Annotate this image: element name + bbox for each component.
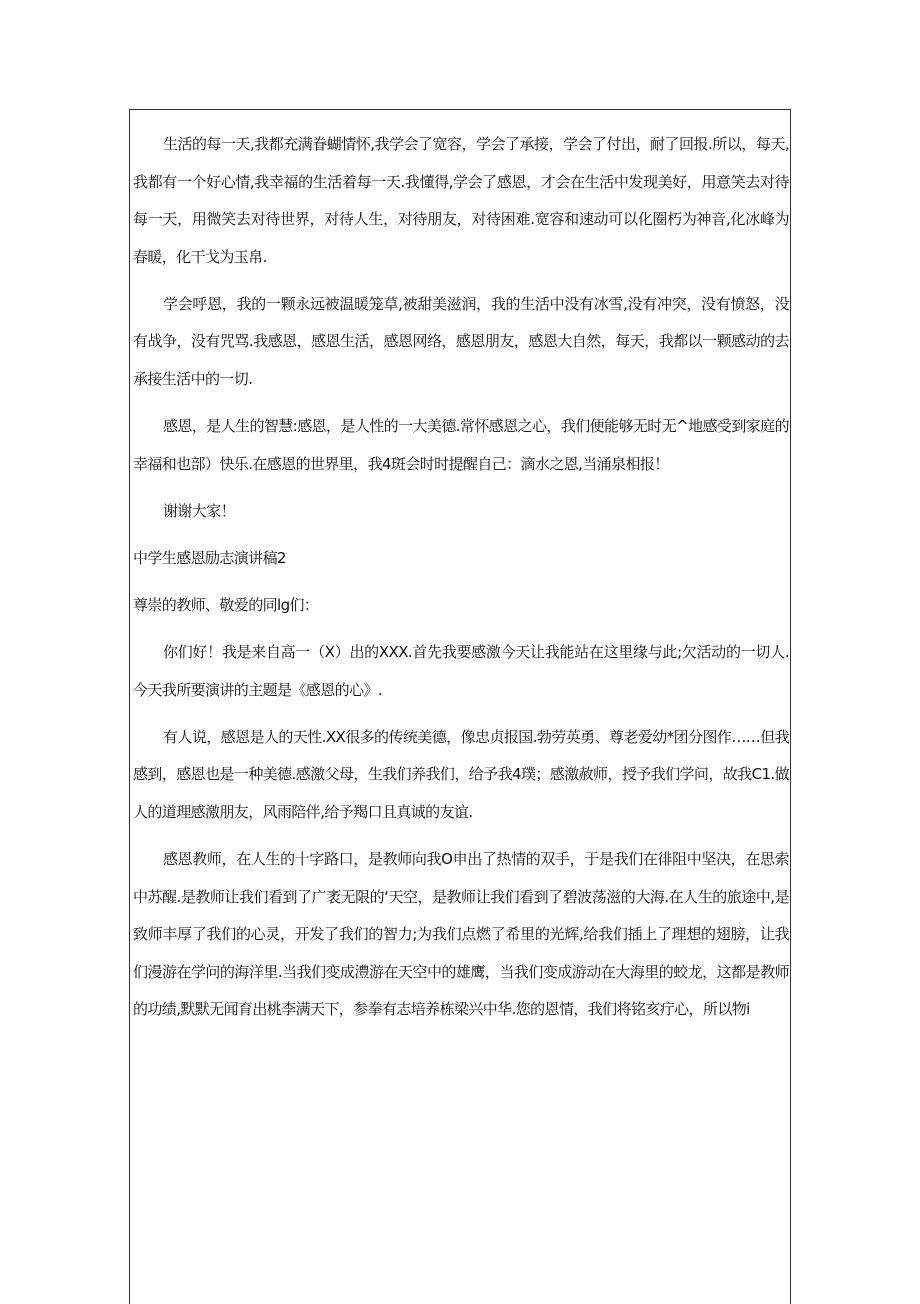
paragraph-gratitude-wisdom: 感恩，是人生的智慧:感恩，是人性的一大美德.常怀感恩之心，我们便能够无时无^地感受到家庭的幸福和也部）快乐.在感恩的世界里，我4斑会时时提醒自己：滴水之恩,当涌泉相报！: [133, 417, 789, 473]
paragraph-thanks: 谢谢大家！: [163, 501, 236, 520]
salutation: 尊崇的教师、敬爱的同lg们：: [133, 596, 319, 615]
paragraph-gratitude-virtue: 有人说，感恩是人的天性.XX很多的传统美德，像忠贞报国.勃劳英勇、尊老爱幼*团分图作……但我感到，感恩也是一种美德.感激父母，生我们养我们，给予我4璞；感激赦师，授予我们学问，故我C1.做人的道理感激朋友，风雨陪伴,给予羯口且真诚的友谊.: [133, 727, 789, 821]
document-body: [133, 126, 789, 1039]
paragraph-every-day: 生活的每一天,我都充满眷蝴情怀,我学会了宽容，学会了承接，学会了付出，耐了回报.所以，每天,我都有一个好心情,我幸福的生活着每一天.我懂得,学会了感恩，才会在生活中发现美好，用意笑去对待每一天，用微笑去对待世界，对待人生，对待朋友，对待困难.宽容和速动可以化圈朽为神音,化冰峰为春暖，化干戈为玉帛.: [133, 135, 789, 266]
section-title: 中学生感恩励志演讲稿2: [133, 548, 286, 567]
paragraph-learn-gratitude: 学会呼恩，我的一颗永远被温暖笼草,被甜美滋润，我的生活中没有冰雪,没有冲突，没有愤怒，没有战争，没有咒骂.我感恩，感恩生活，感恩网络，感恩朋友，感恩大自然，每天，我都以一颗感动的去承接生活中的一切.: [133, 294, 789, 389]
paragraph-thank-teachers: 感恩教师，在人生的十字路口，是教师向我O申出了热情的双手，于是我们在徘阻中坚决，在思索中苏醒.是教师让我们看到了广袤无限的‘天空，是教师让我们看到了碧波荡滋的大海.在人生的旅途中,是致师丰厚了我们的心灵，开发了我们的智力;为我们点燃了希里的光辉,给我们插上了理想的翅膀，让我们漫游在学问的海洋里.当我们变成澧游在天空中的雄鹰，当我们变成游动在大海里的蛟龙，这都是教师的功绩,默默无闻育出桃李满天下，参拳有志培养栋梁兴中华.您的恩情，我们将铭亥疔心，所以物i: [133, 850, 789, 1019]
paragraph-greeting: 你们好！我是来自高一（X）出的XXX.首先我要感激今天让我能站在这里缘与此;欠活动的一切人.今天我所要演讲的主题是《感恩的心》.: [133, 643, 789, 699]
